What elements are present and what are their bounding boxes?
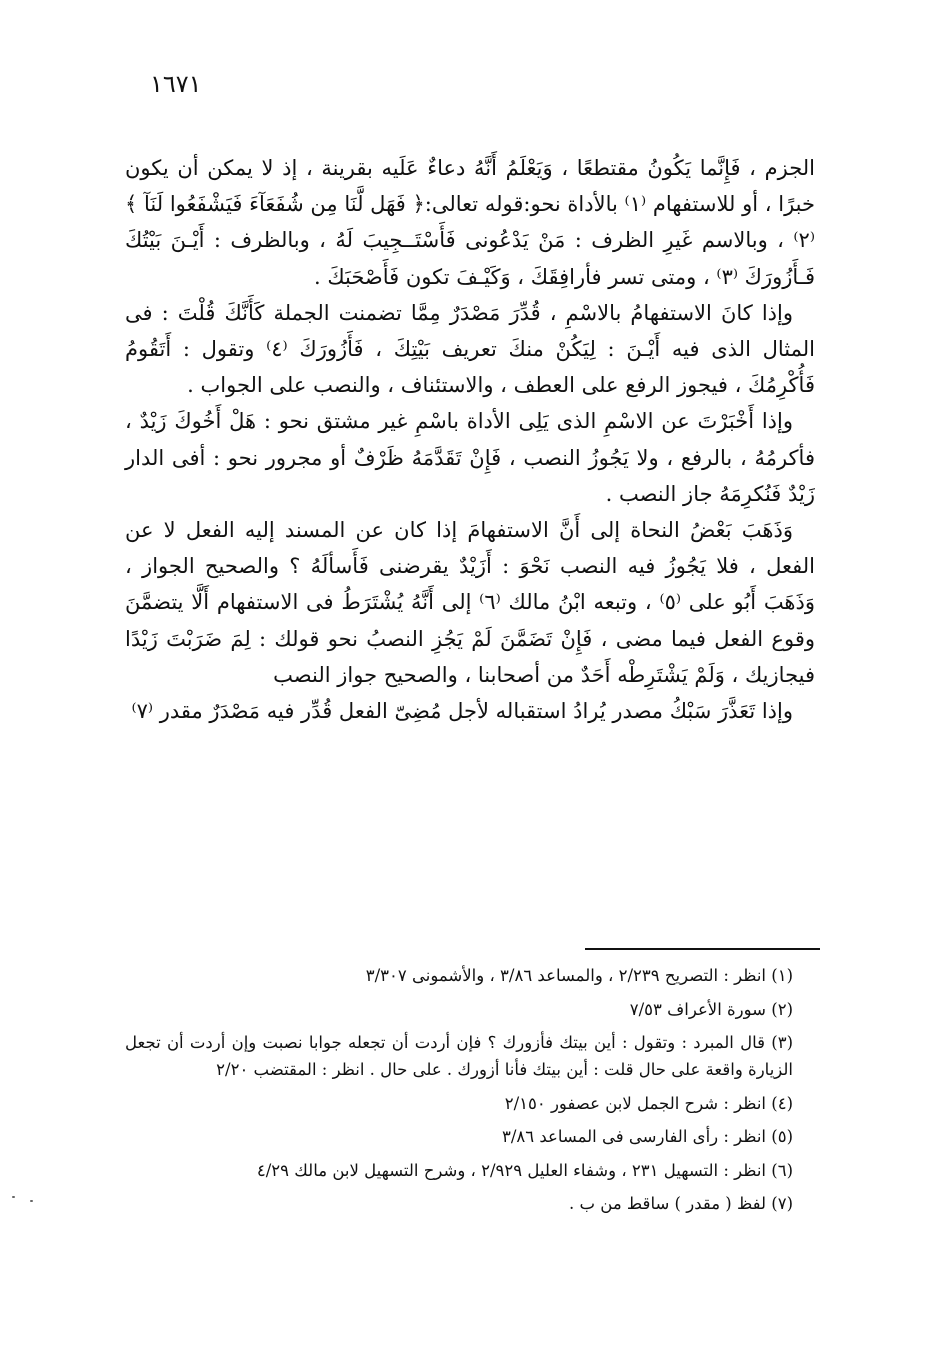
footnote: (٦) انظر : التسهيل ٢٣١ ، وشفاء العليل ٢/٩٢٩ ، وشرح التسهيل لابن مالك ٤/٢٩ [256, 1160, 793, 1180]
paragraph: وإذا أَخْبَرْتَ عن الاسْمِ الذى يَلِى الأداة باسْمِ غير مشتق نحو : هَلْ أَخُوكَ زَيْدٌ ، فأكرمُهُ ، بالرفع ، ولا يَجُوزُ النصب ، فَإِنْ تَقَدَّمَهُ ظَرْفٌ أو مجرور نحو : أفى الدار زَيْدٌ فَنُكرِمَهُ جاز النصب . [125, 409, 815, 506]
footnote: (٢) سورة الأعراف ٧/٥٣ [629, 999, 793, 1019]
page-number: ١٦٧١ [150, 70, 202, 98]
footnote-separator [585, 948, 820, 950]
footnote: (٤) انظر : شرح الجمل لابن عصفور ٢/١٥٠ [504, 1093, 793, 1113]
footnote: (٣) قال المبرد : وتقول : أين بيتك فأزورك ؟ فإن أردت أن تجعله جوابا نصبت وإن أردت أن تجعل الزيارة واقعة على حال قلت : أين بيتك فأنا أزورك . على حال . انظر : المقتضب ٢/٢٠ [125, 1033, 793, 1079]
paragraph: الجزم ، فَإِنَّما يَكُونُ مقتطعًا ، وَيَعْلَمُ أَنَّهُ دعاءٌ عَلَيه بقرينة ، إذ لا يمكن أن يكون خبرًا ، أو للاستفهام ⁽١⁾ بالأداة نحو:قوله تعالى:﴿ فَهَل لَّنَا مِن شُفَعَآءَ فَيَشْفَعُوا لَنَآ ﴾ ⁽٢⁾ ، وبالاسم غَيرِ الظرف : مَنْ يَدْعُونى فَأَسْتَــجِيبَ لَهُ ، وبالظرف : أَيْـنَ بَيْتُكَ فَـأَزُورَكَ ⁽٣⁾ ، ومتى تسر فأرافِقَكَ ، وَكَيْـفَ تكون فَأَصْحَبَكَ . [125, 156, 815, 289]
paragraph: وإذا كانَ الاستفهامُ بالاسْمِ ، قُدِّرَ مَصْدَرٌ مِمَّا تضمنت الجملة كَأَنَّكَ قُلْتَ : فى المثال الذى فيه أَيْـنَ : لِيَكُنْ منكَ تعريف بَيْتِكَ ، فَأَزُورَكَ ⁽٤⁾ وتقول : أَتَقُومُ فَأُكْرِمُكَ ، فيجوز الرفع على العطف ، والاستئناف ، والنصب على الجواب . [125, 300, 815, 398]
paragraph: وَذَهَبَ بَعْضُ النحاة إلى أَنَّ الاستفهامَ إذا كان عن المسند إليه الفعل لا عن الفعل ، فلا يَجُوزُ فيه النصب نَحْوَ : أَزَيْدٌ يقرضنى فَأَسألَهُ ؟ والصحيح الجواز ، وَذَهَبَ أَبُو على ⁽٥⁾ ، وتبعه ابْنُ مالك ⁽٦⁾ إلى أَنَّهُ يُشْتَرَطُ فى الاستفهام أَلَّا يتضمَّنَ وقوع الفعل فيما مضى ، فَإِنْ تَضَمَّنَ لَمْ يَجُزِ النصبُ نحو قولك : لِمَ ضَرَبْتَ زَيْدًا فيجازيك ، وَلَمْ يَشْتَرِطْه أَحَدٌ من أصحابنا ، والصحيح جواز النصب [125, 518, 816, 687]
scan-speck [30, 1200, 33, 1202]
main-text-body [125, 150, 815, 729]
scan-speck [12, 1196, 15, 1198]
footnote: (٧) لفظ ( مقدر ) ساقط من ب . [568, 1194, 793, 1213]
footnote: (٥) انظر : رأى الفارسى فى المساعد ٣/٨٦ [501, 1127, 793, 1146]
footnote: (١) انظر : التصريح ٢/٢٣٩ ، والمساعد ٣/٨٦ ، والأشمونى ٣/٣٠٧ [365, 966, 793, 985]
footnotes [125, 962, 815, 1224]
paragraph: وإذا تَعَذَّرَ سَبْكُ مصدر يُرادُ استقباله لأجل مُضِىّ الفعل قُدِّر فيه مَصْدَرٌ مقدر ⁽٧⁾ [131, 699, 793, 724]
